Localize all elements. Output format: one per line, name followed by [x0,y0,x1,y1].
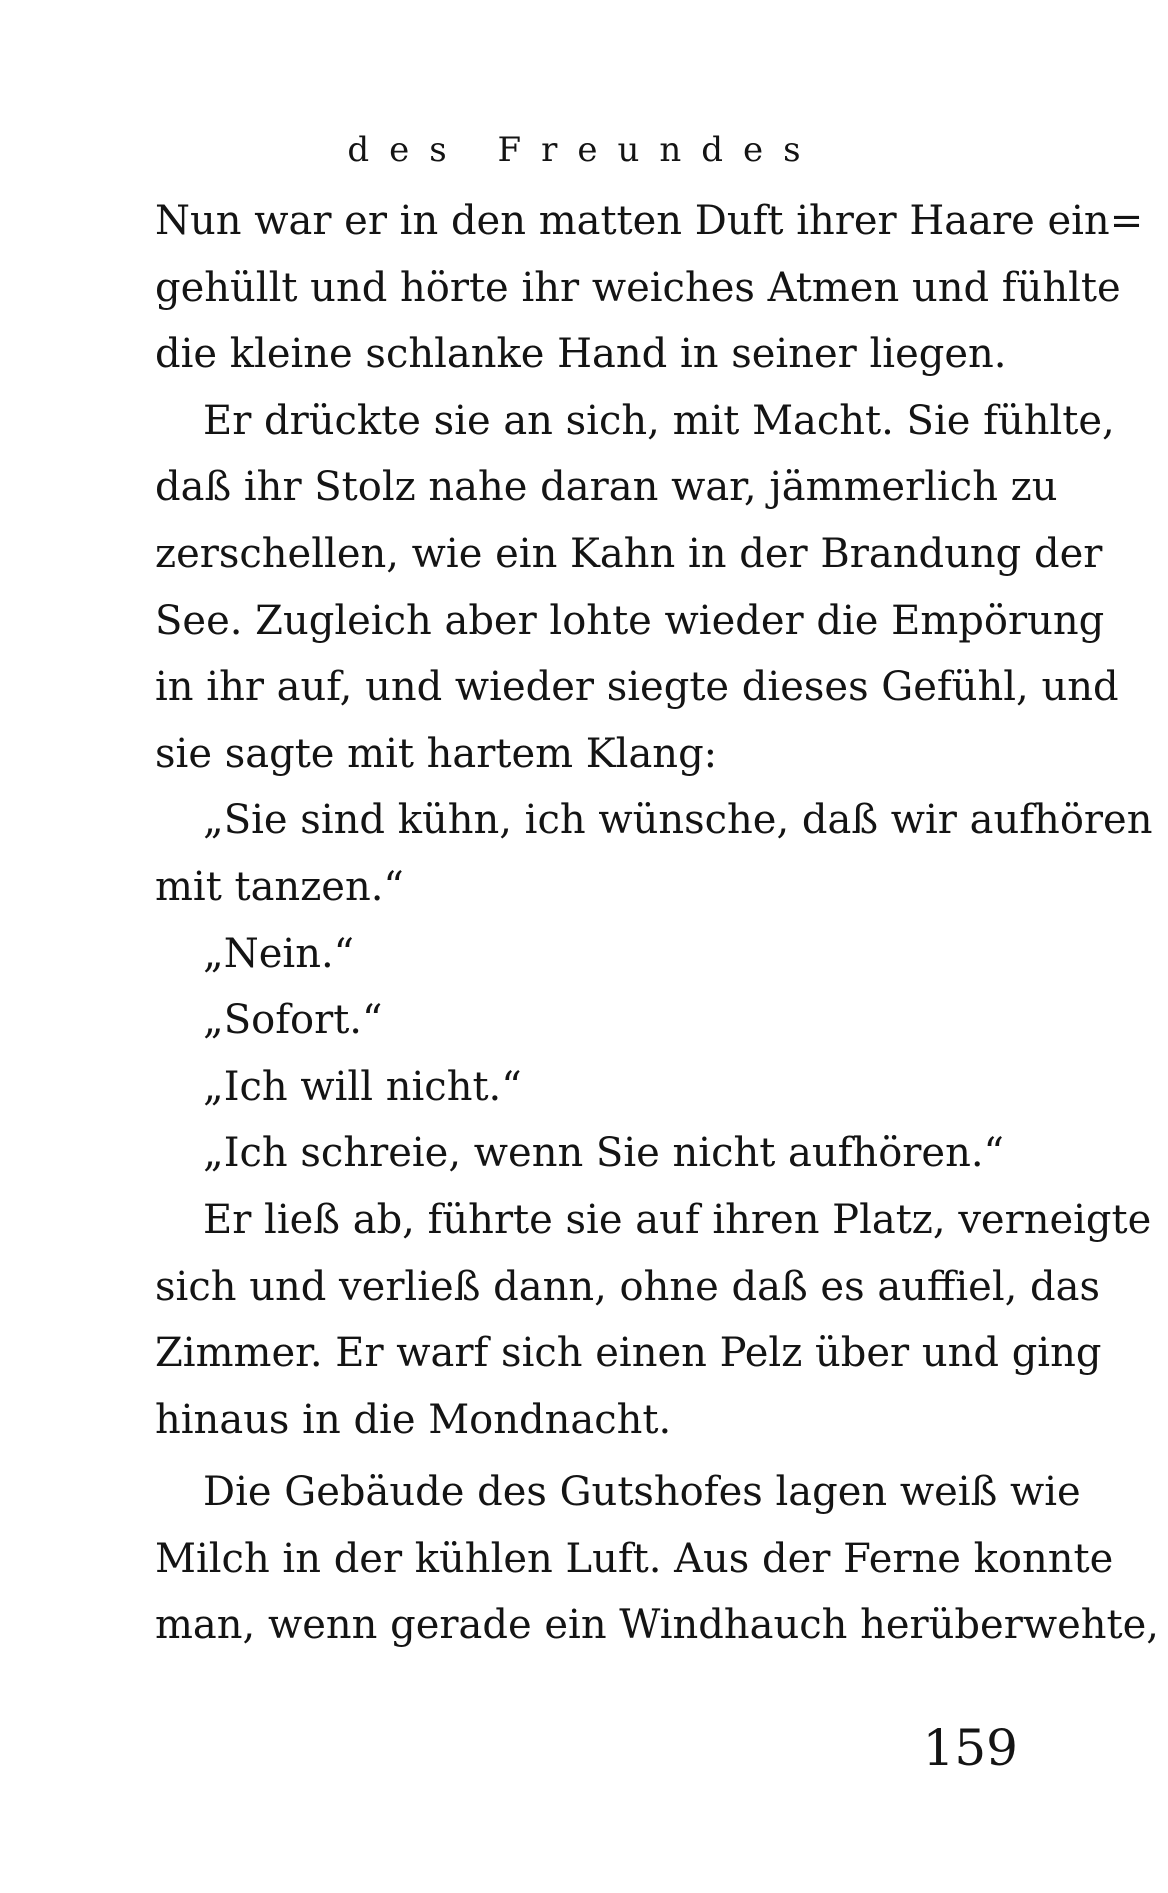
text-line: „Nein.“ [203,930,355,977]
text-line: Die Gebäude des Gutshofes lagen weiß wie [203,1469,1081,1516]
text-line: Er ließ ab, führte sie auf ihren Platz, verneigte [203,1196,1152,1243]
text-line: Er drückte sie an sich, mit Macht. Sie fühlte, [203,397,1115,444]
text-line: See. Zugleich aber lohte wieder die Empörung [155,597,1105,644]
text-line: hinaus in die Mondnacht. [155,1396,672,1443]
text-line: die kleine schlanke Hand in seiner liegen. [155,331,1007,378]
running-head: des Freundes [347,130,821,170]
text-line: „Sie sind kühn, ich wünsche, daß wir aufhören [203,797,1153,844]
text-line: „Sofort.“ [203,997,383,1044]
text-line: sie sagte mit hartem Klang: [155,730,718,777]
text-line: Nun war er in den matten Duft ihrer Haare ein= [155,198,1144,244]
text-line: in ihr auf, und wieder siegte dieses Gefühl, und [155,664,1119,711]
text-line: Zimmer. Er warf sich einen Pelz über und ging [155,1330,1102,1377]
text-line: daß ihr Stolz nahe daran war, jämmerlich zu [155,464,1058,511]
body-text [155,188,1159,1659]
text-line: man, wenn gerade ein Windhauch herüberwehte, [155,1602,1159,1649]
text-line: sich und verließ dann, ohne daß es auffiel, das [155,1263,1101,1310]
text-line: Milch in der kühlen Luft. Aus der Ferne konnte [155,1535,1114,1582]
text-line: „Ich will nicht.“ [203,1063,522,1110]
text-line: „Ich schreie, wenn Sie nicht aufhören.“ [203,1130,1004,1177]
text-line: mit tanzen.“ [155,863,404,910]
page-number: 159 [922,1719,1018,1777]
text-line: gehüllt und hörte ihr weiches Atmen und fühlte [155,264,1121,311]
text-line: zerschellen, wie ein Kahn in der Brandung der [155,530,1103,577]
